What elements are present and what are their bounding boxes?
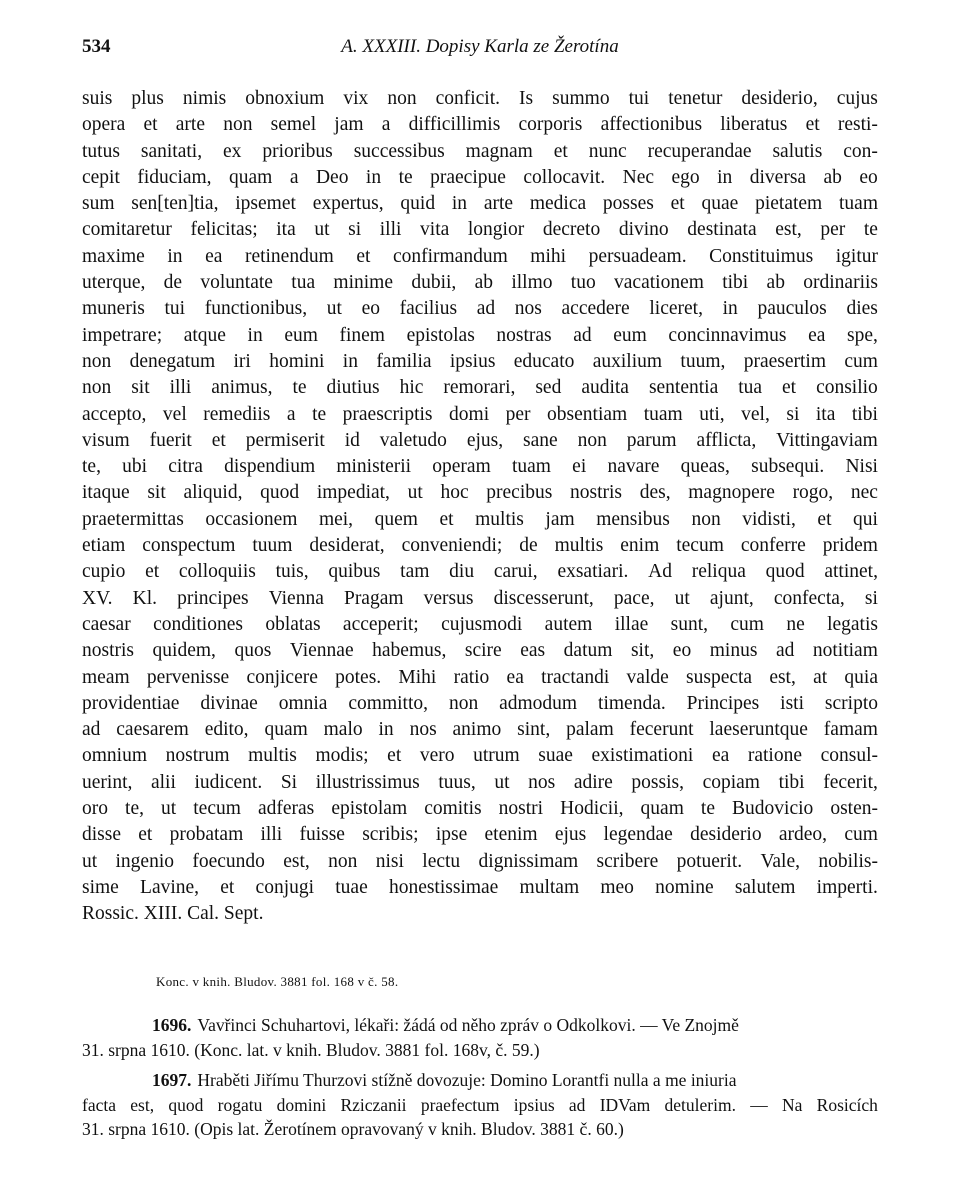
entry-line (82, 1013, 878, 1038)
entry-line: facta est, quod rogatu domini Rziczanii praefectum ipsius ad IDVam detulerim. — Na Rosicích (82, 1094, 878, 1115)
entry-number: 1696. (152, 1015, 192, 1035)
text-line: non sit illi animus, te diutius hic remorari, sed audita sententia tua et consilio (82, 377, 878, 399)
text-line: oro te, ut tecum adferas epistolam comitis nostri Hodicii, quam te Budovicio osten- (82, 798, 878, 820)
entry-line (82, 1068, 878, 1093)
text-line: Rossic. XIII. Cal. Sept. (82, 903, 264, 925)
text-line: sime Lavine, et conjugi tuae honestissimae multam meo nomine salutem imperti. (82, 876, 878, 898)
source-note: Konc. v knih. Bludov. 3881 fol. 168 v č. 58. (156, 974, 399, 989)
text-line: opera et arte non semel jam a difficillimis corporis affectionibus liberatus et resti- (82, 114, 878, 136)
text-line: muneris tui functionibus, ut eo facilius ad nos accedere liceret, in pauculos dies (82, 298, 878, 320)
text-line: uerint, alii iudicent. Si illustrissimus tuus, ut nos adire possis, copiam tibi fecerit, (82, 771, 878, 793)
text-line: uterque, de voluntate tua minime dubii, ab illmo tuo vacationem tibi ab ordinariis (82, 272, 878, 294)
text-line: XV. Kl. principes Vienna Pragam versus discesserunt, pace, ut ajunt, confecta, si (82, 587, 878, 609)
text-line: visum fuerit et permiserit id valetudo ejus, sane non parum afflicta, Vittingaviam (82, 429, 878, 451)
text-line: suis plus nimis obnoxium vix non conficit. Is summo tui tenetur desiderio, cujus (82, 88, 878, 109)
text-line: sum sen[ten]tia, ipsemet expertus, quid in arte medica posses et quae pietatem tuam (82, 193, 878, 215)
entry-line: 31. srpna 1610. (Opis lat. Žerotínem opravovaný v knih. Bludov. 3881 č. 60.) (82, 1119, 624, 1139)
text-line: ad caesarem edito, quam malo in nos animo sint, palam fecerunt laeseruntque famam (82, 719, 878, 741)
text-line: tutus sanitati, ex prioribus successibus magnam et nunc recuperandae salutis con- (82, 140, 878, 162)
entry-line: 31. srpna 1610. (Konc. lat. v knih. Bludov. 3881 fol. 168v, č. 59.) (82, 1039, 540, 1060)
text-line: impetrare; atque in eum finem epistolas nostras ad eum concinnavimus ea spe, (82, 324, 878, 346)
entry-number: 1697. (152, 1070, 192, 1090)
page-number: 534 (82, 36, 111, 57)
text-line: cupio et colloquiis tuis, quibus tam diu carui, exsatiari. Ad reliqua quod attinet, (82, 561, 878, 583)
text-line: non denegatum iri homini in familia ipsius educato auxilium tuum, praesertim cum (82, 350, 878, 372)
text-line: te, ubi citra dispendium ministerii operam tuam ei navare queas, subsequi. Nisi (82, 456, 878, 478)
running-title: A. XXXIII. Dopisy Karla ze Žerotína (341, 36, 619, 57)
text-line: nostris quidem, quos Viennae habemus, scire eas datum sit, eo minus ad notitiam (82, 640, 878, 662)
text-line: disse et probatam illi fuisse scribis; ipse etenim ejus legendae desiderio ardeo, cum (82, 824, 878, 846)
text-line: itaque sit aliquid, quod impediat, ut hoc precibus nostris des, magnopere rogo, nec (82, 482, 878, 504)
text-line: accepto, vel remediis a te praescriptis domi per obsentiam tuam uti, vel, si ita tibi (82, 403, 878, 425)
entry-text: Vavřinci Schuhartovi, lékaři: žádá od něho zpráv o Odkolkovi. — Ve Znojmě (197, 1015, 739, 1035)
entry-list (82, 1013, 878, 1142)
text-line: etiam conspectum tuum desiderat, conveniendi; de multis enim tecum conferre pridem (82, 535, 878, 557)
entry-text: Hraběti Jiřímu Thurzovi stížně dovozuje: Domino Lorantfi nulla a me iniuria (197, 1070, 737, 1090)
text-line: comitaretur felicitas; ita ut si illi vita longior decreto divino destinata est, per te (82, 219, 878, 241)
text-line: ut ingenio foecundo est, non nisi lectu dignissimam scribere potuerit. Vale, nobilis- (82, 850, 878, 872)
running-head (82, 36, 878, 64)
text-line: providentiae divinae omnia committo, non admodum timenda. Principes isti scripto (82, 692, 878, 714)
letter-body (82, 86, 878, 928)
text-line: caesar conditiones oblatas acceperit; cujusmodi autem illae sunt, cum ne legatis (82, 613, 878, 635)
text-line: omnium nostrum multis modis; et vero utrum suae existimationi ea ratione consul- (82, 745, 878, 767)
text-line: meam pervenisse conjicere potes. Mihi ratio ea tractandi valde suspecta est, at quia (82, 666, 878, 688)
text-line: praetermittas occasionem mei, quem et multis jam mensibus non vidisti, et qui (82, 508, 878, 530)
text-line: cepit fiduciam, quam a Deo in te praecipue collocavit. Nec ego in diversa ab eo (82, 166, 878, 188)
text-line: maxime in ea retinendum et confirmandum mihi persuadeam. Constituimus igitur (82, 245, 878, 267)
